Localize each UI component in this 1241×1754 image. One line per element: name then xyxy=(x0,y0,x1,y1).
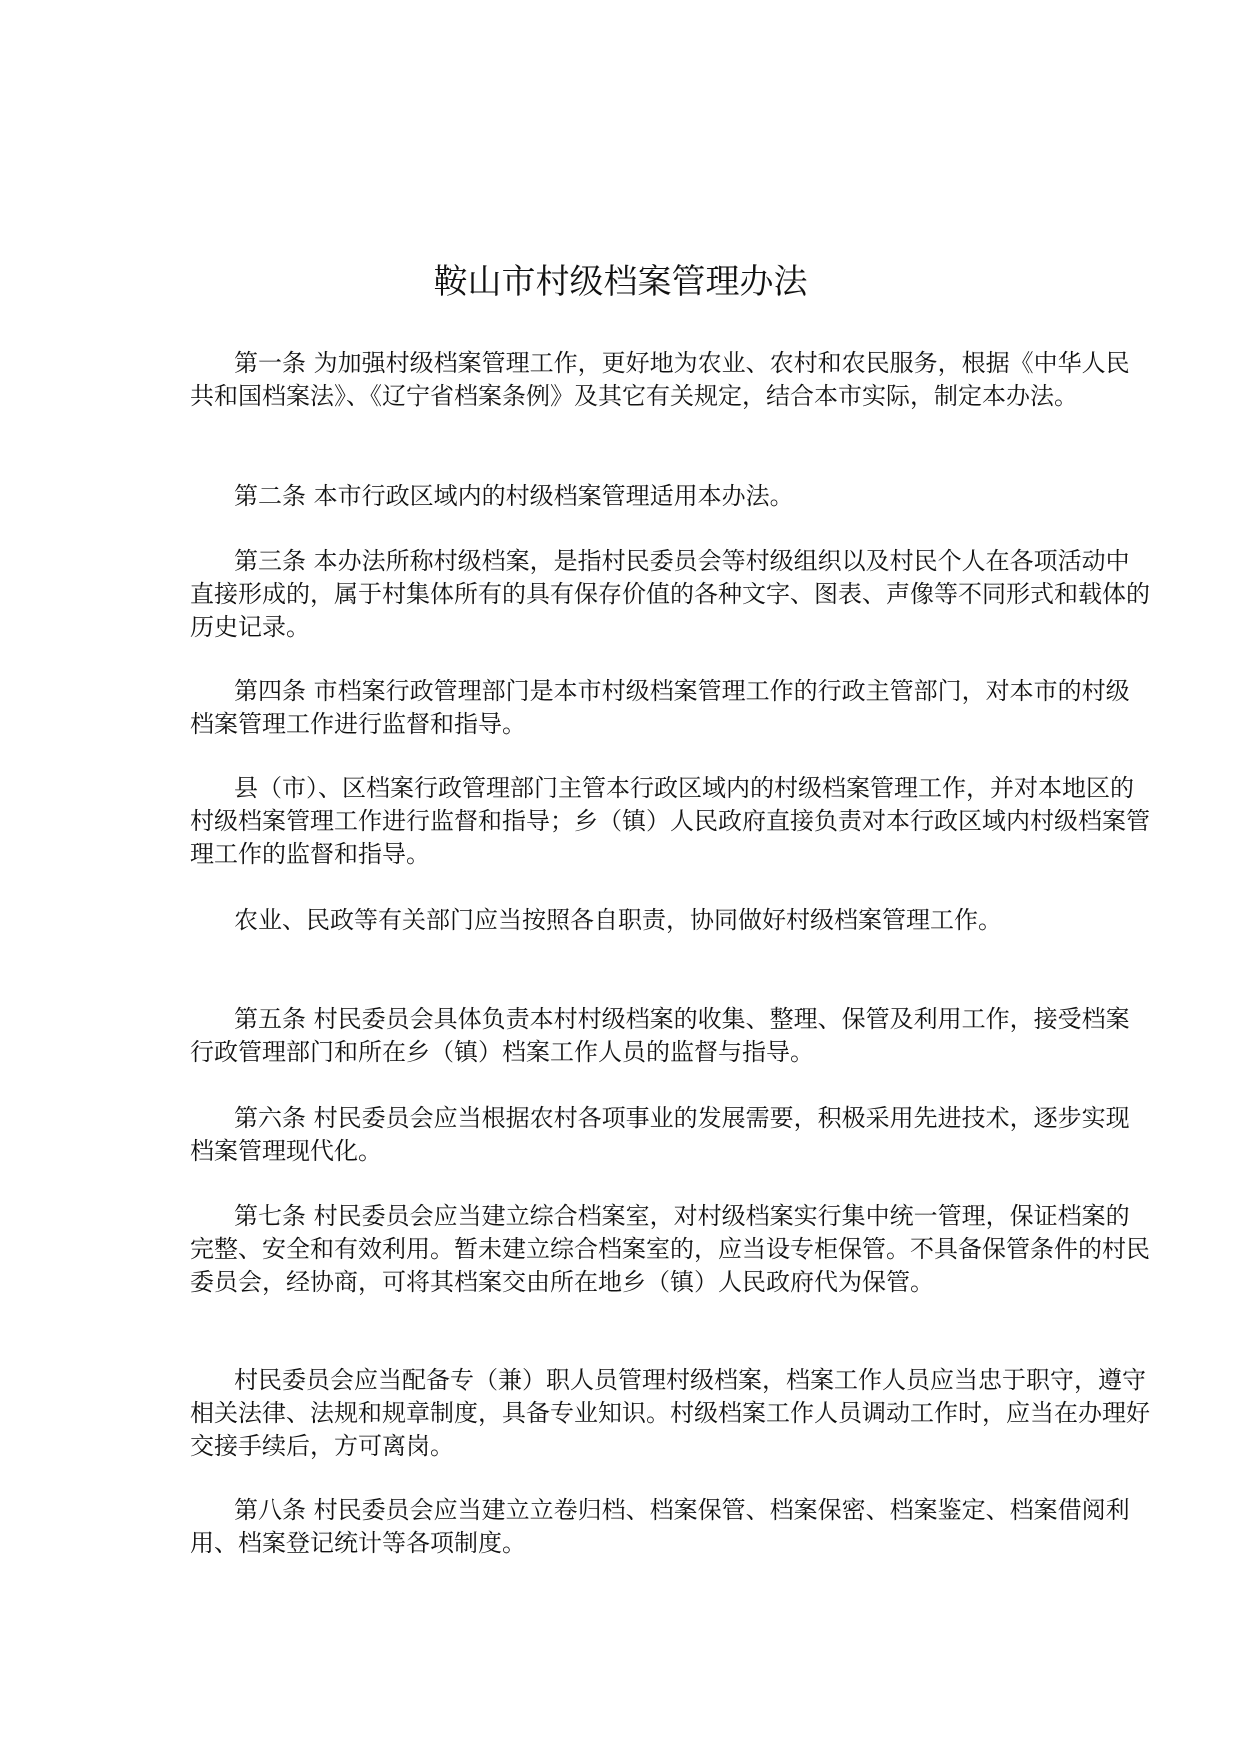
paragraph-line: 第四条 市档案行政管理部门是本市村级档案管理工作的行政主管部门，对本市的村级 xyxy=(234,677,1130,705)
paragraph-line: 第二条 本市行政区域内的村级档案管理适用本办法。 xyxy=(234,482,794,510)
paragraph xyxy=(190,1494,1130,1560)
paragraph-line: 交接手续后，方可离岗。 xyxy=(190,1432,454,1460)
paragraph-line: 历史记录。 xyxy=(190,613,310,641)
paragraph-line: 村民委员会应当配备专（兼）职人员管理村级档案，档案工作人员应当忠于职守，遵守 xyxy=(234,1366,1146,1394)
paragraph-line: 相关法律、法规和规章制度，具备专业知识。村级档案工作人员调动工作时，应当在办理好 xyxy=(190,1399,1150,1427)
paragraph-line: 共和国档案法》、《辽宁省档案条例》及其它有关规定，结合本市实际，制定本办法。 xyxy=(190,382,1078,410)
paragraph-line: 完整、安全和有效利用。暂未建立综合档案室的，应当设专柜保管。不具备保管条件的村民 xyxy=(190,1235,1150,1263)
paragraph-line: 行政管理部门和所在乡（镇）档案工作人员的监督与指导。 xyxy=(190,1038,814,1066)
paragraph-line: 第一条 为加强村级档案管理工作，更好地为农业、农村和农民服务，根据《中华人民 xyxy=(234,349,1130,377)
paragraph xyxy=(190,1003,1130,1069)
paragraph xyxy=(190,772,1150,871)
paragraph-line: 档案管理工作进行监督和指导。 xyxy=(190,710,526,738)
paragraph xyxy=(190,347,1130,413)
paragraph-line: 县（市）、区档案行政管理部门主管本行政区域内的村级档案管理工作，并对本地区的 xyxy=(234,774,1134,802)
paragraph xyxy=(190,480,1060,513)
paragraph xyxy=(190,1364,1150,1463)
paragraph-line: 第三条 本办法所称村级档案，是指村民委员会等村级组织以及村民个人在各项活动中 xyxy=(234,547,1130,575)
paragraph-line: 直接形成的，属于村集体所有的具有保存价值的各种文字、图表、声像等不同形式和载体的 xyxy=(190,580,1150,608)
paragraph xyxy=(190,1102,1130,1168)
paragraph-line: 第六条 村民委员会应当根据农村各项事业的发展需要，积极采用先进技术，逐步实现 xyxy=(234,1104,1130,1132)
paragraph-line: 农业、民政等有关部门应当按照各自职责，协同做好村级档案管理工作。 xyxy=(234,906,1002,934)
paragraph-line: 理工作的监督和指导。 xyxy=(190,840,430,868)
paragraph xyxy=(190,904,1060,937)
paragraph xyxy=(190,545,1150,644)
document-title: 鞍山市村级档案管理办法 xyxy=(433,262,808,302)
paragraph-line: 用、档案登记统计等各项制度。 xyxy=(190,1529,526,1557)
paragraph-line: 第五条 村民委员会具体负责本村村级档案的收集、整理、保管及利用工作，接受档案 xyxy=(234,1005,1130,1033)
paragraph xyxy=(190,1200,1150,1299)
paragraph-line: 村级档案管理工作进行监督和指导；乡（镇）人民政府直接负责对本行政区域内村级档案管 xyxy=(190,807,1150,835)
paragraph-line: 档案管理现代化。 xyxy=(190,1137,382,1165)
paragraph-line: 委员会，经协商，可将其档案交由所在地乡（镇）人民政府代为保管。 xyxy=(190,1268,934,1296)
paragraph xyxy=(190,675,1130,741)
paragraph-line: 第七条 村民委员会应当建立综合档案室，对村级档案实行集中统一管理，保证档案的 xyxy=(234,1202,1130,1230)
paragraph-line: 第八条 村民委员会应当建立立卷归档、档案保管、档案保密、档案鉴定、档案借阅利 xyxy=(234,1496,1130,1524)
